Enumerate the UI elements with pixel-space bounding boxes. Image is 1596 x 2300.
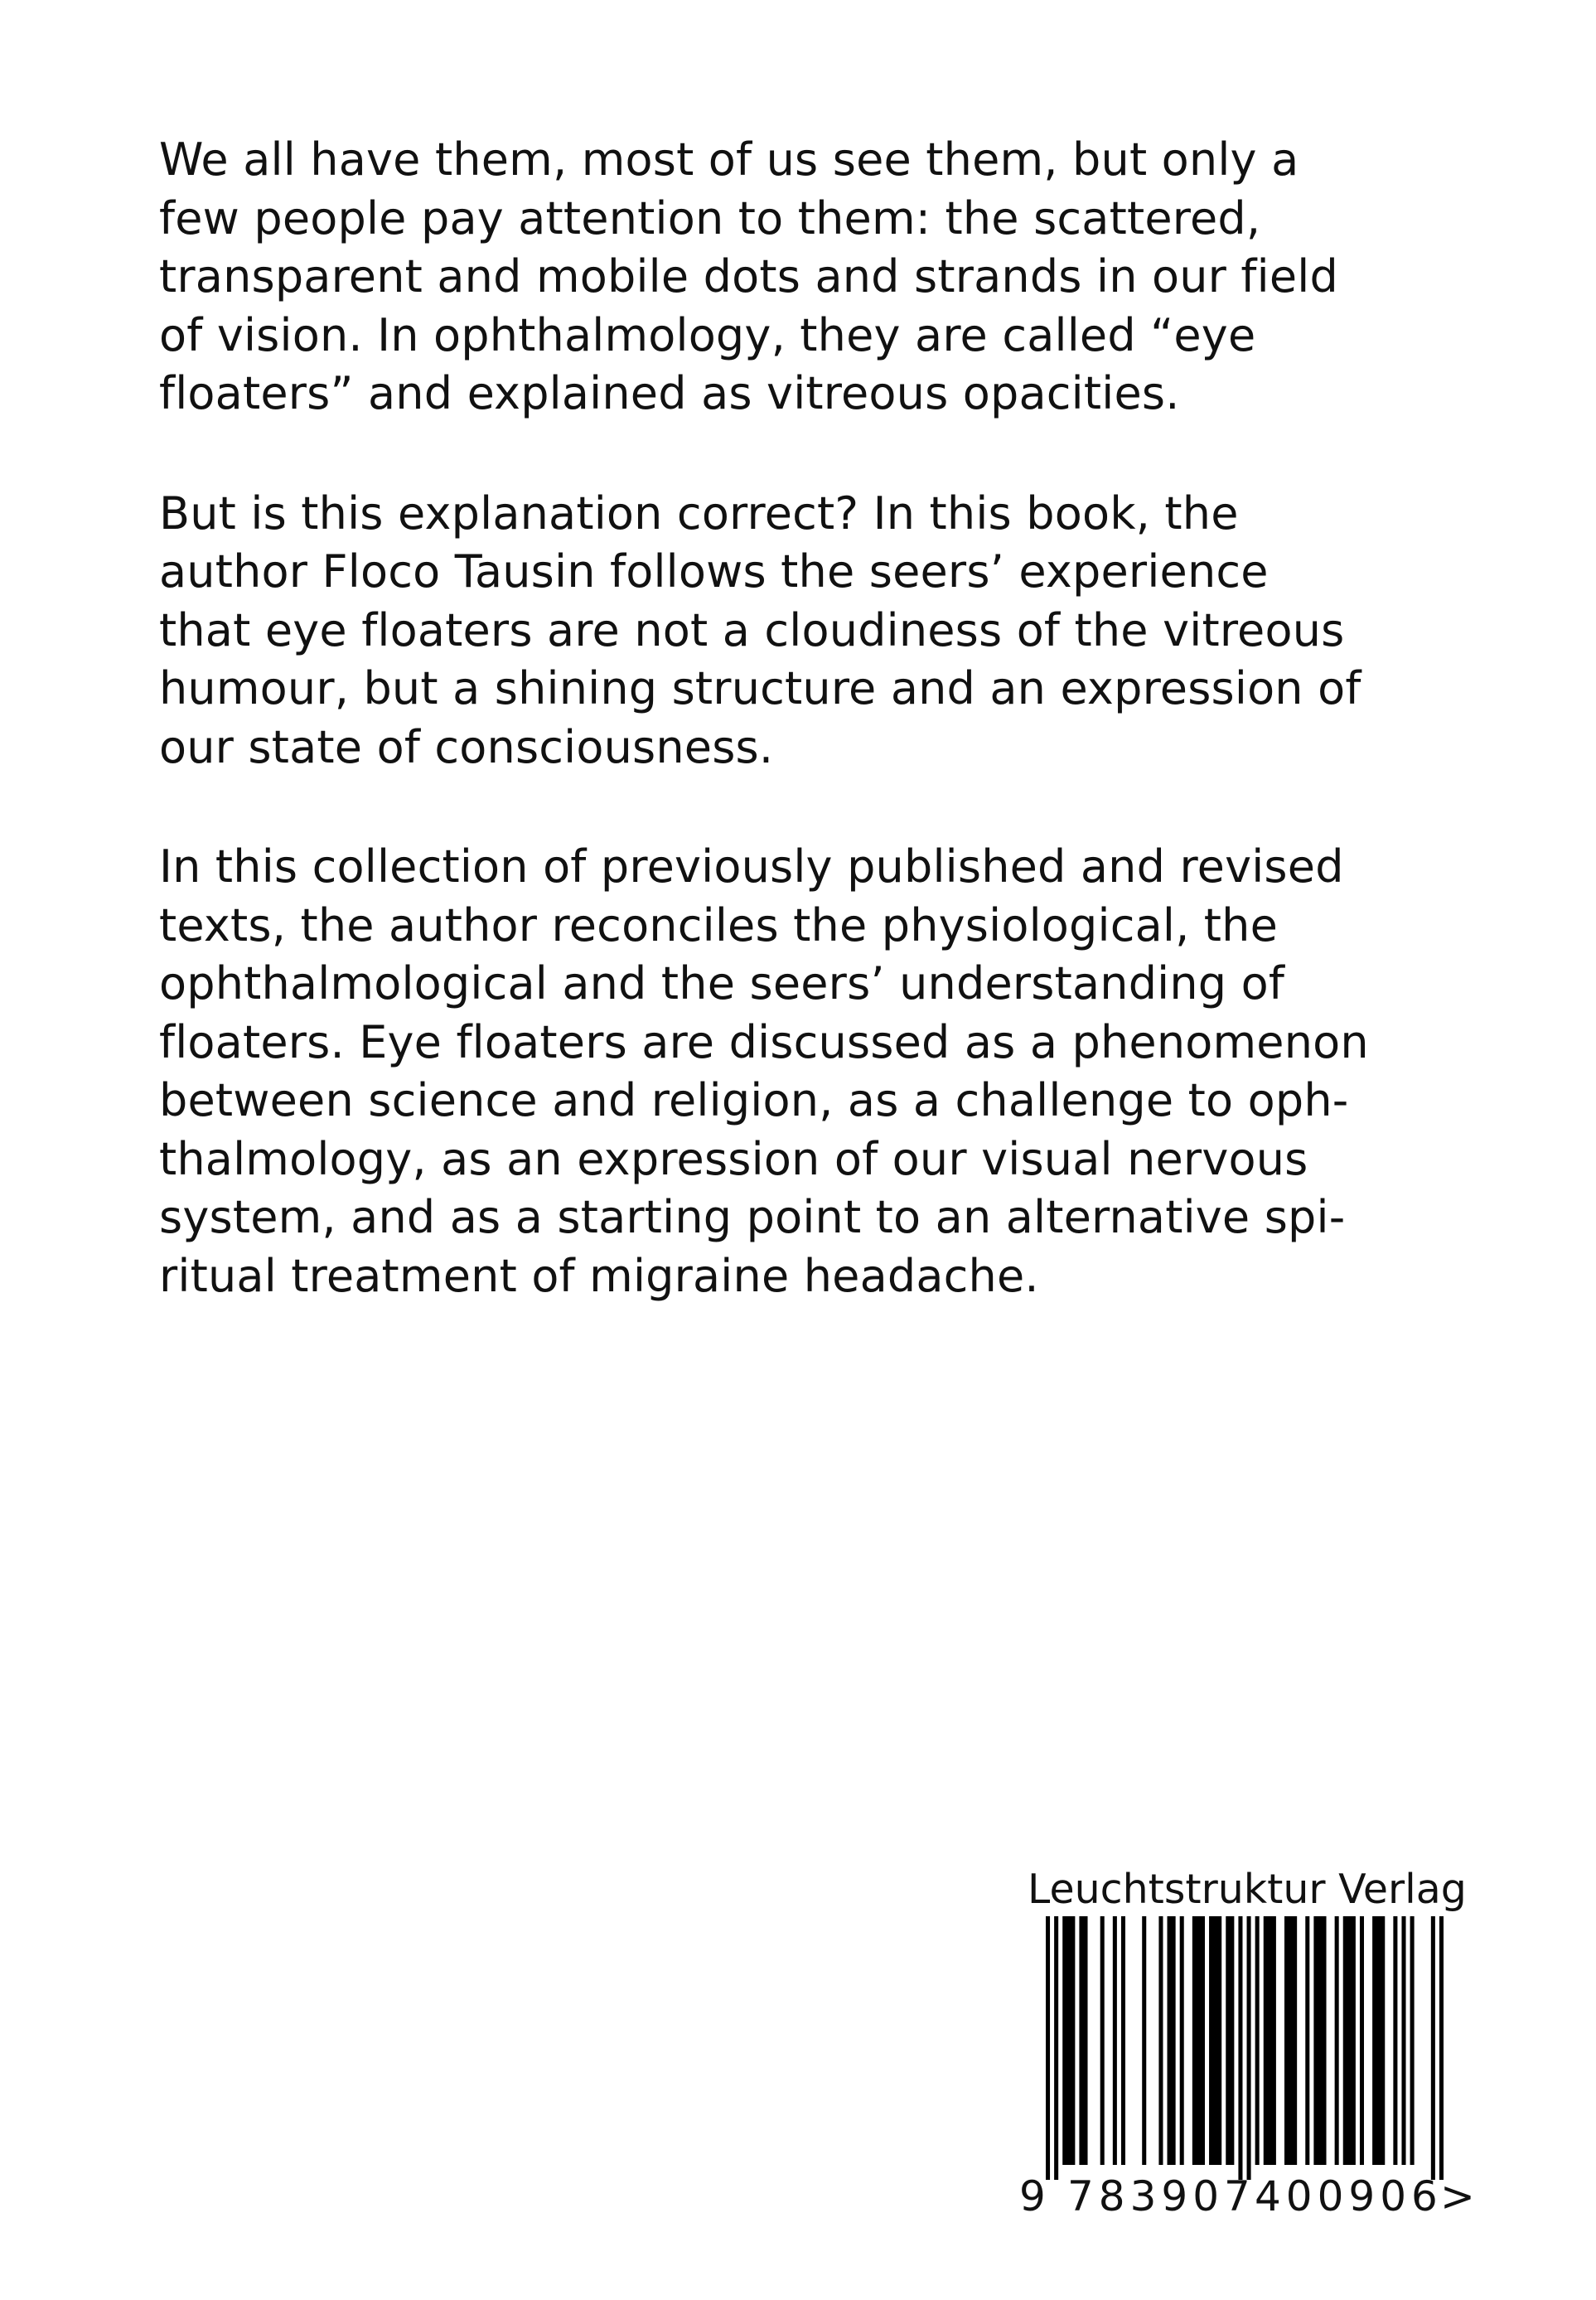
- barcode-bar: [1226, 1916, 1234, 2165]
- blurb-line: between science and religion, as a challenge to oph-: [159, 1074, 1349, 1126]
- isbn-left-group: 783907: [1067, 2172, 1255, 2220]
- blurb-text: [159, 131, 1427, 1367]
- barcode-bar: [1142, 1916, 1146, 2165]
- barcode-bar: [1335, 1916, 1339, 2165]
- isbn-digits: [1013, 2172, 1477, 2221]
- barcode-bar: [1401, 1916, 1405, 2165]
- blurb-line: humour, but a shining structure and an expression of: [159, 662, 1361, 714]
- blurb-line: transparent and mobile dots and strands in our field: [159, 250, 1338, 303]
- blurb-line: In this collection of previously published and revised: [159, 840, 1344, 893]
- publisher-name: Leuchtstruktur Verlag: [1028, 1866, 1467, 1913]
- blurb-line: our state of consciousness.: [159, 720, 774, 773]
- isbn-barcode-block: [1013, 1865, 1477, 2221]
- blurb-line: system, and as a starting point to an alternative spi-: [159, 1191, 1346, 1243]
- isbn-lead-digit: 9: [1019, 2172, 1046, 2220]
- barcode-bar: [1284, 1916, 1297, 2165]
- barcode-bar: [1247, 1916, 1251, 2180]
- blurb-line: texts, the author reconciles the physiological, the: [159, 898, 1279, 951]
- blurb-line: But is this explanation correct? In this book, the: [159, 487, 1239, 540]
- barcode-bar: [1158, 1916, 1163, 2165]
- blurb-line: We all have them, most of us see them, but only a: [159, 133, 1299, 186]
- barcode-bar: [1255, 1916, 1260, 2165]
- barcode-bar: [1313, 1916, 1326, 2165]
- barcode-bar: [1439, 1916, 1444, 2180]
- barcode-bar: [1372, 1916, 1385, 2165]
- blurb-line: author Floco Tausin follows the seers’ experience: [159, 545, 1269, 598]
- barcode-bar: [1343, 1916, 1356, 2165]
- blurb-line: floaters” and explained as vitreous opacities.: [159, 367, 1180, 419]
- barcode-bar: [1264, 1916, 1276, 2165]
- blurb-paragraph-1: [159, 131, 1427, 424]
- barcode-icon: [1046, 1916, 1444, 2180]
- barcode-bar: [1238, 1916, 1242, 2180]
- barcode-bar: [1062, 1916, 1075, 2165]
- isbn-right-group: 400906: [1255, 2172, 1443, 2220]
- barcode-bar: [1393, 1916, 1397, 2165]
- barcode-bar: [1079, 1916, 1087, 2165]
- barcode-bar: [1410, 1916, 1415, 2165]
- barcode-bar: [1180, 1916, 1184, 2165]
- blurb-line: few people pay attention to them: the scattered,: [159, 191, 1261, 245]
- blurb-paragraph-3: [159, 838, 1427, 1305]
- barcode-bar: [1209, 1916, 1221, 2165]
- blurb-line: thalmology, as an expression of our visual nervous: [159, 1132, 1308, 1185]
- blurb-line: ritual treatment of migraine headache.: [159, 1249, 1039, 1302]
- barcode-bar: [1046, 1916, 1050, 2180]
- blurb-line: that eye floaters are not a cloudiness of the vitreous: [159, 603, 1345, 656]
- blurb-line: ophthalmological and the seers’ understanding of: [159, 957, 1285, 1010]
- barcode-bar: [1054, 1916, 1058, 2180]
- barcode-bar: [1192, 1916, 1205, 2165]
- blurb-line: floaters. Eye floaters are discussed as a phenomenon: [159, 1015, 1369, 1068]
- barcode-bar: [1113, 1916, 1117, 2165]
- barcode-bar: [1431, 1916, 1435, 2180]
- barcode-bar: [1168, 1916, 1176, 2165]
- blurb-paragraph-2: [159, 485, 1427, 777]
- barcode-bar: [1121, 1916, 1125, 2165]
- blurb-line: of vision. In ophthalmology, they are called “eye: [159, 308, 1256, 361]
- barcode-bar: [1100, 1916, 1105, 2165]
- barcode-bar: [1305, 1916, 1309, 2165]
- isbn-quiet-zone-mark: >: [1440, 2172, 1475, 2220]
- barcode-bar: [1360, 1916, 1364, 2165]
